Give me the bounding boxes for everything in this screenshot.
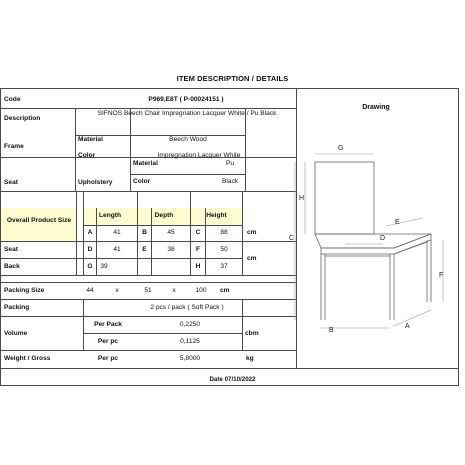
packing-width: 51 [144,287,152,294]
frame-material-value: Beech Wood [169,136,207,143]
frame-label: Frame [4,143,24,150]
description-label: Description [4,115,41,122]
depth-header: Depth [154,212,174,219]
packing-size-unit: cm [220,287,230,294]
back-dims-label: Back [4,263,20,270]
seat-material-label: Material [133,160,158,167]
weight-unit: kg [246,355,254,362]
dim-letter-b: B [142,229,147,236]
weight-per-pc-label: Per pc [97,355,119,362]
dim-value-h: 37 [220,263,228,270]
dim-letter-a: A [87,229,93,236]
seat-material-value: Pu [225,160,235,167]
dim-value-g: 39 [100,263,108,270]
height-header: Height [206,212,227,219]
drawing-letter-a: A [405,323,410,330]
drawing-letter-e: E [395,219,400,226]
dim-letter-f: F [195,246,201,253]
dim-value-e: 38 [167,246,175,253]
frame-color-value: Impregnation Lacquer White [157,152,241,159]
packing-x1: x [115,287,119,294]
dim-value-f: 50 [220,246,228,253]
side-unit: cm [247,255,257,262]
drawing-letter-d: D [380,235,386,242]
dim-letter-e: E [142,246,147,253]
dim-letter-h: H [195,263,201,270]
volume-label: Volume [4,330,28,337]
seat-color-value: Black [221,178,239,185]
dim-letter-g: G [87,263,93,270]
drawing-letter-c: C [289,235,295,242]
dim-value-c: 88 [220,229,228,236]
document-title: ITEM DESCRIPTION / DETAILS [176,74,289,83]
dim-letter-c: C [195,229,201,236]
code-label: Code [4,96,21,103]
weight-value: 5,8000 [179,355,201,362]
overall-unit: cm [247,229,257,236]
packing-x2: x [172,287,176,294]
packing-height: 100 [195,287,207,294]
frame-material-label: Material [78,136,103,143]
seat-label: Seat [4,179,18,186]
drawing-label: Drawing [362,104,390,111]
packing-size-label: Packing Size [4,287,45,294]
code-value: P969,E8T ( P-00024151 ) [148,96,224,103]
packing-value: 2 pcs / pack ( Soft Pack ) [150,304,224,311]
packing-length: 44 [86,287,94,294]
volume-per-pack-value: 0,2250 [179,321,201,328]
drawing-letter-g: G [338,145,344,152]
overall-size-label: Overall Product Size [6,217,72,224]
upholstery-label: Upholstery [78,179,113,186]
dim-value-d: 41 [113,246,121,253]
length-header: Length [99,212,121,219]
drawing-letter-h: H [299,195,305,202]
description-value: SIFNOS Beech Chair Impregnation Lacquer White / Pu Black [97,110,277,117]
volume-per-pack-label: Per Pack [94,321,122,328]
volume-per-pc-label: Per pc [97,338,119,345]
volume-per-pc-value: 0,1125 [180,338,200,345]
weight-label: Weight / Gross [4,355,51,362]
seat-dims-label: Seat [4,246,18,253]
drawing-letter-b: B [329,327,334,334]
backrest-shape [315,162,374,234]
document-date: Date 07/10/2022 [209,376,256,383]
seat-color-label: Color [133,178,151,185]
dim-value-b: 45 [167,229,175,236]
frame-color-label: Color [78,152,96,159]
chair-drawing [285,140,460,340]
packing-label: Packing [4,304,30,311]
volume-unit: cbm [245,330,259,337]
drawing-letter-f: F [439,272,444,279]
dim-letter-d: D [87,246,93,253]
dim-value-a: 41 [113,229,121,236]
